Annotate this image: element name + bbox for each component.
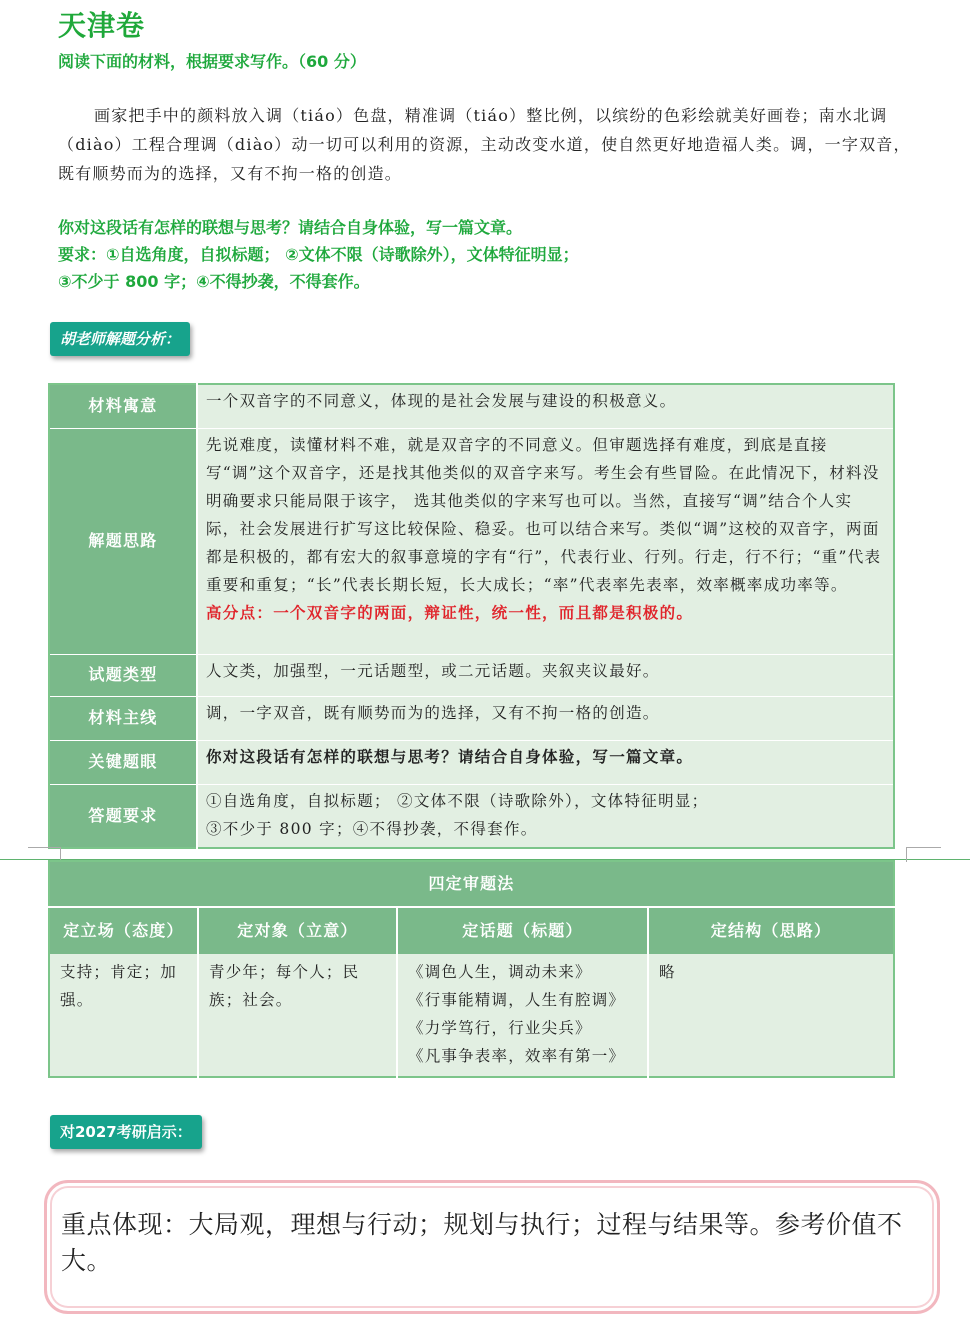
- row-value: 你对这段话有怎样的联想与思考？请结合自身体验，写一篇文章。: [197, 740, 894, 784]
- callout-text: 重点体现：大局观，理想与行动；规划与执行；过程与结果等。参考价值不大。: [61, 1210, 903, 1275]
- method-title: 四定审题法: [49, 861, 894, 907]
- column-header: 定对象（立意）: [198, 907, 397, 954]
- object-cell: 青少年；每个人；民族；社会。: [198, 954, 397, 1077]
- row-value: [197, 784, 894, 848]
- row-label: 关键题眼: [49, 740, 197, 784]
- title-option: 《凡事争表率，效率有第一》: [408, 1047, 626, 1065]
- page-title: 天津卷: [58, 9, 146, 42]
- four-methods-table: [48, 860, 895, 1078]
- row-value: 一个双音字的不同意义，体现的是社会发展与建设的积极意义。: [197, 384, 894, 428]
- stance-cell: 支持；肯定；加强。: [49, 954, 198, 1077]
- title-option: 《调色人生，调动未来》: [408, 963, 592, 981]
- writing-prompt: [58, 214, 579, 295]
- analysis-table: [48, 383, 895, 849]
- table-row: [49, 428, 894, 654]
- row-label: 材料寓意: [49, 384, 197, 428]
- table-row: [49, 384, 894, 428]
- prompt-line: 要求：①自选角度，自拟标题； ②文体不限（诗歌除外），文体特征明显；: [58, 245, 579, 264]
- requirement-line: ①自选角度，自拟标题； ②文体不限（诗歌除外），文体特征明显；: [206, 791, 709, 810]
- table-row: [49, 654, 894, 696]
- row-label: 答题要求: [49, 784, 197, 848]
- writing-instruction: 阅读下面的材料，根据要求写作。（60 分）: [58, 52, 366, 71]
- inspiration-tag: 对2027考研启示：: [50, 1115, 202, 1149]
- column-header: 定话题（标题）: [397, 907, 648, 954]
- prompt-line: ③不少于 800 字；④不得抄袭，不得套作。: [58, 272, 370, 291]
- prompt-line: 你对这段话有怎样的联想与思考？请结合自身体验，写一篇文章。: [58, 218, 523, 237]
- material-passage: 画家把手中的颜料放入调（tiáo）色盘，精准调（tiáo）整比例，以缤纷的色彩绘就美好画卷；南水北调（diào）工程合理调（diào）动一切可以利用的资源，主动改变水道，使自然更好地造福人类。调，一字双音，既有顺势而为的选择，又有不拘一格的创造。: [58, 106, 911, 183]
- row-label: 材料主线: [49, 696, 197, 740]
- column-header: 定结构（思路）: [648, 907, 894, 954]
- table-row: [49, 784, 894, 848]
- summary-callout: [44, 1180, 940, 1314]
- row-label: 解题思路: [49, 428, 197, 654]
- topic-cell: [397, 954, 648, 1077]
- crop-mark: [906, 847, 941, 862]
- analysis-tag: 胡老师解题分析：: [50, 322, 190, 356]
- row-value: [197, 428, 894, 654]
- approach-text: 先说难度，读懂材料不难，就是双音字的不同意义。但审题选择有难度，到底是直接写“调”这个双音字，还是找其他类似的双音字来写。考生会有些冒险。在此情况下，材料没明确要求只能局限于该字， 选其他类似的字来写也可以。当然，直接写“调”结合个人实际，社会发展进行扩写这比较保险、稳妥。也可以结合来写。类似“调”这校的双音字，两面都是积极的，都有宏大的叙事意境的字有“行”，代表行业、行列。行走，行不行；“重”代表重要和重复；“长”代表长期长短，长大成长；“率”代表率先表率，效率概率成功率等。: [206, 435, 882, 594]
- title-option: 《力学笃行，行业尖兵》: [408, 1019, 592, 1037]
- structure-cell: 略: [648, 954, 894, 1077]
- row-value: 调，一字双音，既有顺势而为的选择，又有不拘一格的创造。: [197, 696, 894, 740]
- row-label: 试题类型: [49, 654, 197, 696]
- table-row: [49, 696, 894, 740]
- high-score-point: 高分点：一个双音字的两面，辩证性，统一性，而且都是积极的。: [206, 602, 694, 622]
- table-row: [49, 740, 894, 784]
- row-value: 人文类，加强型，一元话题型，或二元话题。夹叙夹议最好。: [197, 654, 894, 696]
- title-option: 《行事能精调，人生有腔调》: [408, 991, 626, 1009]
- table-row: [49, 954, 894, 1077]
- requirement-line: ③不少于 800 字；④不得抄袭，不得套作。: [206, 819, 538, 838]
- column-header: 定立场（态度）: [49, 907, 198, 954]
